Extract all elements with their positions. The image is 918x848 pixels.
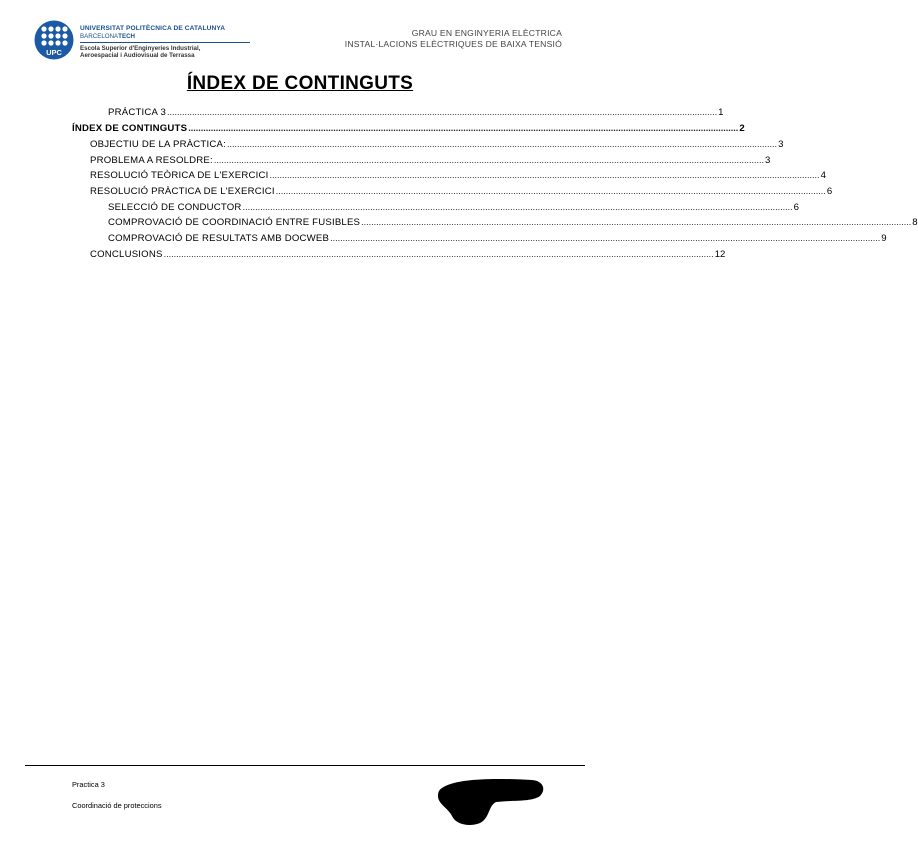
footer-practice: Practica 3 (72, 780, 105, 789)
toc-entry[interactable]: COMPROVACIÓ DE RESULTATS AMB DOCWEB ............................................................................................................................................................................................................................ 9 (108, 233, 887, 244)
header-course-info (345, 28, 562, 50)
university-block (80, 25, 255, 60)
footer-subject: Coordinació de proteccions (72, 801, 162, 810)
footer-rule (25, 765, 585, 766)
course-name: INSTAL·LACIONS ELÈCTRIQUES DE BAIXA TENSIÓ (344, 39, 562, 49)
toc-entry[interactable]: PRÁCTICA 3 ............................................................................................................................................................................................................................ 1 (108, 107, 724, 118)
toc-entry[interactable]: RESOLUCIÓ TEÒRICA DE L'EXERCICI ............................................................................................................................................................................................................................ 4 (90, 170, 826, 181)
redaction-mark (436, 776, 546, 826)
university-subtitle: BARCELONATECH (80, 33, 136, 40)
degree-name: GRAU EN ENGINYERIA ELÈCTRICA (411, 28, 562, 38)
university-name: UNIVERSITAT POLITÈCNICA DE CATALUNYA (80, 25, 226, 32)
toc-entry[interactable]: PROBLEMA A RESOLDRE: ............................................................................................................................................................................................................................ 3 (90, 155, 771, 166)
toc-entry[interactable]: RESOLUCIÓ PRÀCTICA DE L'EXERCICI ............................................................................................................................................................................................................................ 6 (90, 186, 833, 197)
university-rule (80, 42, 250, 43)
upc-logo-icon (34, 20, 74, 60)
toc-entry[interactable]: COMPROVACIÓ DE COORDINACIÓ ENTRE FUSIBLES ............................................................................................................................................................................................................................ 8 (108, 217, 918, 228)
logo-text: UPC (46, 48, 62, 57)
toc-entry[interactable]: CONCLUSIONS ............................................................................................................................................................................................................................ 12 (90, 249, 726, 260)
toc-entry[interactable]: ÍNDEX DE CONTINGUTS ............................................................................................................................................................................................................................ 2 (72, 123, 745, 134)
toc-entry[interactable]: OBJECTIU DE LA PRÀCTICA: ............................................................................................................................................................................................................................ 3 (90, 139, 784, 150)
school-line-2: Aeroespacial i Audiovisual de Terrassa (80, 52, 195, 60)
toc-entry[interactable]: SELECCIÓ DE CONDUCTOR ............................................................................................................................................................................................................................ 6 (108, 202, 800, 213)
page-title: ÍNDEX DE CONTINGUTS (186, 73, 414, 94)
school-line-1: Escola Superior d'Enginyeries Industrial, (80, 45, 201, 52)
